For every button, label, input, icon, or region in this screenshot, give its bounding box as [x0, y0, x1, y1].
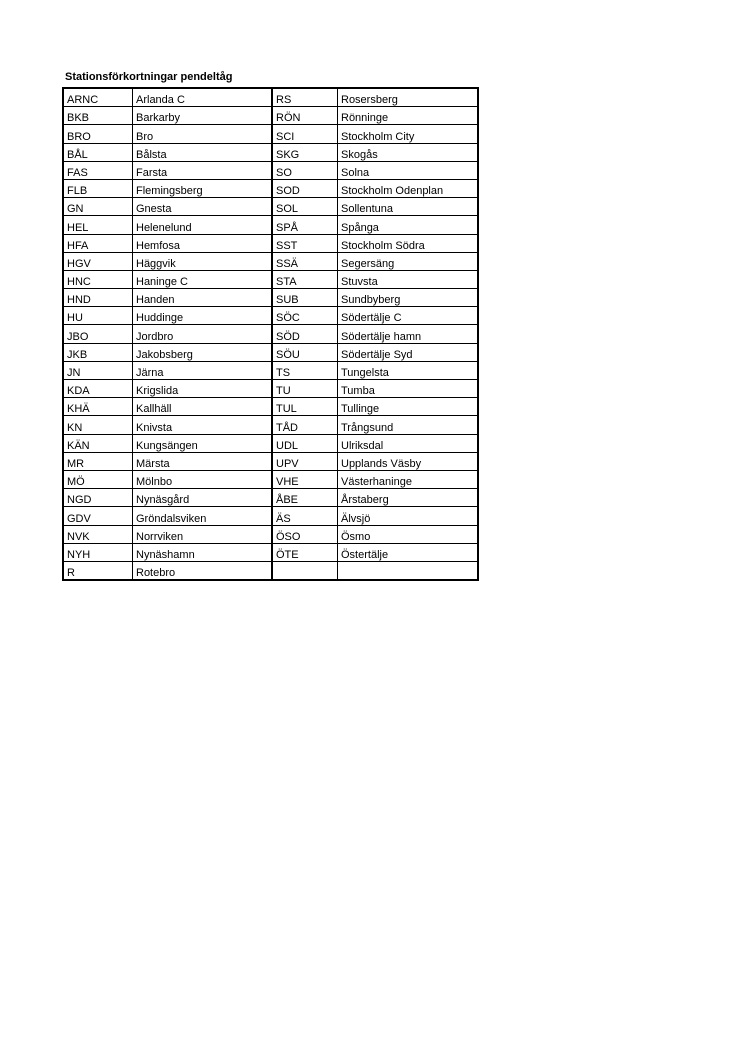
station-name-cell: Nynäsgård — [133, 489, 273, 507]
station-code-cell: ÅBE — [272, 489, 338, 507]
station-code-cell: KÄN — [63, 434, 133, 452]
station-name-cell: Norrviken — [133, 525, 273, 543]
table-row — [63, 434, 478, 452]
station-code-cell: TUL — [272, 398, 338, 416]
station-name-cell: Tumba — [338, 380, 479, 398]
station-name-cell: Ösmo — [338, 525, 479, 543]
station-name-cell: Gröndalsviken — [133, 507, 273, 525]
station-name-cell: Årstaberg — [338, 489, 479, 507]
table-row — [63, 125, 478, 143]
station-code-cell: ARNC — [63, 88, 133, 107]
table-row — [63, 507, 478, 525]
station-name-cell: Huddinge — [133, 307, 273, 325]
table-row — [63, 325, 478, 343]
station-name-cell: Älvsjö — [338, 507, 479, 525]
station-code-cell: UDL — [272, 434, 338, 452]
station-name-cell: Stuvsta — [338, 270, 479, 288]
station-code-cell: SÖU — [272, 343, 338, 361]
station-code-cell: MÖ — [63, 470, 133, 488]
table-row — [63, 161, 478, 179]
station-code-cell: GDV — [63, 507, 133, 525]
station-name-cell: Södertälje C — [338, 307, 479, 325]
station-code-cell: SÖC — [272, 307, 338, 325]
station-code-cell: RS — [272, 88, 338, 107]
station-code-cell: SOL — [272, 198, 338, 216]
station-name-cell: Arlanda C — [133, 88, 273, 107]
table-row — [63, 343, 478, 361]
station-code-cell: ÖSO — [272, 525, 338, 543]
station-code-cell: HU — [63, 307, 133, 325]
station-code-cell: ÄS — [272, 507, 338, 525]
station-code-cell: TS — [272, 361, 338, 379]
table-row — [63, 489, 478, 507]
station-code-cell: RÖN — [272, 107, 338, 125]
station-code-cell: TÅD — [272, 416, 338, 434]
station-code-cell: BRO — [63, 125, 133, 143]
table-row — [63, 234, 478, 252]
station-name-cell: Stockholm Odenplan — [338, 179, 479, 197]
station-code-cell: SUB — [272, 289, 338, 307]
station-name-cell: Kungsängen — [133, 434, 273, 452]
station-name-cell: Ulriksdal — [338, 434, 479, 452]
table-row — [63, 270, 478, 288]
station-code-cell: HFA — [63, 234, 133, 252]
page-title: Stationsförkortningar pendeltåg — [65, 71, 233, 83]
station-name-cell: Jakobsberg — [133, 343, 273, 361]
station-code-cell: JKB — [63, 343, 133, 361]
station-name-cell — [338, 561, 479, 580]
table-row — [63, 416, 478, 434]
station-name-cell: Tullinge — [338, 398, 479, 416]
station-name-cell: Häggvik — [133, 252, 273, 270]
station-code-cell: JBO — [63, 325, 133, 343]
table-row — [63, 88, 478, 107]
station-name-cell: Haninge C — [133, 270, 273, 288]
station-code-cell: BÅL — [63, 143, 133, 161]
station-code-cell: SO — [272, 161, 338, 179]
station-code-cell: SOD — [272, 179, 338, 197]
table-row — [63, 452, 478, 470]
station-name-cell: Rosersberg — [338, 88, 479, 107]
station-name-cell: Rotebro — [133, 561, 273, 580]
station-code-cell: BKB — [63, 107, 133, 125]
table-row — [63, 307, 478, 325]
table-row — [63, 361, 478, 379]
station-name-cell: Järna — [133, 361, 273, 379]
table-row — [63, 216, 478, 234]
station-name-cell: Tungelsta — [338, 361, 479, 379]
station-name-cell: Stockholm City — [338, 125, 479, 143]
table-row — [63, 107, 478, 125]
station-code-cell — [272, 561, 338, 580]
station-code-cell: FAS — [63, 161, 133, 179]
station-name-cell: Östertälje — [338, 543, 479, 561]
table-row — [63, 543, 478, 561]
station-name-cell: Skogås — [338, 143, 479, 161]
station-name-cell: Mölnbo — [133, 470, 273, 488]
station-name-cell: Västerhaninge — [338, 470, 479, 488]
station-code-cell: VHE — [272, 470, 338, 488]
table-body — [63, 88, 478, 580]
station-name-cell: Gnesta — [133, 198, 273, 216]
station-name-cell: Trångsund — [338, 416, 479, 434]
station-name-cell: Sundbyberg — [338, 289, 479, 307]
table-row — [63, 525, 478, 543]
station-code-cell: TU — [272, 380, 338, 398]
station-name-cell: Flemingsberg — [133, 179, 273, 197]
table-row — [63, 380, 478, 398]
table-row — [63, 252, 478, 270]
station-name-cell: Knivsta — [133, 416, 273, 434]
station-code-cell: HNC — [63, 270, 133, 288]
station-name-cell: Upplands Väsby — [338, 452, 479, 470]
station-code-cell: R — [63, 561, 133, 580]
station-name-cell: Bålsta — [133, 143, 273, 161]
station-name-cell: Rönninge — [338, 107, 479, 125]
station-name-cell: Segersäng — [338, 252, 479, 270]
station-name-cell: Solna — [338, 161, 479, 179]
station-name-cell: Helenelund — [133, 216, 273, 234]
station-code-cell: SSÄ — [272, 252, 338, 270]
station-code-cell: SPÅ — [272, 216, 338, 234]
station-code-cell: UPV — [272, 452, 338, 470]
station-code-cell: MR — [63, 452, 133, 470]
station-code-cell: SÖD — [272, 325, 338, 343]
table-row — [63, 470, 478, 488]
table-row — [63, 398, 478, 416]
station-name-cell: Barkarby — [133, 107, 273, 125]
station-name-cell: Södertälje Syd — [338, 343, 479, 361]
station-name-cell: Krigslida — [133, 380, 273, 398]
station-code-cell: HND — [63, 289, 133, 307]
station-name-cell: Handen — [133, 289, 273, 307]
station-code-cell: NVK — [63, 525, 133, 543]
station-code-cell: SKG — [272, 143, 338, 161]
station-name-cell: Stockholm Södra — [338, 234, 479, 252]
station-abbreviation-table — [62, 87, 479, 581]
station-name-cell: Bro — [133, 125, 273, 143]
station-code-cell: GN — [63, 198, 133, 216]
station-code-cell: HEL — [63, 216, 133, 234]
station-code-cell: NYH — [63, 543, 133, 561]
station-name-cell: Märsta — [133, 452, 273, 470]
station-name-cell: Spånga — [338, 216, 479, 234]
station-name-cell: Hemfosa — [133, 234, 273, 252]
station-code-cell: ÖTE — [272, 543, 338, 561]
station-code-cell: HGV — [63, 252, 133, 270]
table-row — [63, 179, 478, 197]
table-row — [63, 198, 478, 216]
station-code-cell: STA — [272, 270, 338, 288]
station-name-cell: Södertälje hamn — [338, 325, 479, 343]
station-name-cell: Sollentuna — [338, 198, 479, 216]
station-code-cell: FLB — [63, 179, 133, 197]
station-code-cell: KN — [63, 416, 133, 434]
station-code-cell: SST — [272, 234, 338, 252]
station-code-cell: KHÄ — [63, 398, 133, 416]
table-row — [63, 143, 478, 161]
station-code-cell: SCI — [272, 125, 338, 143]
station-name-cell: Farsta — [133, 161, 273, 179]
table-row — [63, 561, 478, 580]
station-code-cell: NGD — [63, 489, 133, 507]
station-name-cell: Kallhäll — [133, 398, 273, 416]
station-code-cell: JN — [63, 361, 133, 379]
table-row — [63, 289, 478, 307]
station-name-cell: Nynäshamn — [133, 543, 273, 561]
station-name-cell: Jordbro — [133, 325, 273, 343]
station-code-cell: KDA — [63, 380, 133, 398]
